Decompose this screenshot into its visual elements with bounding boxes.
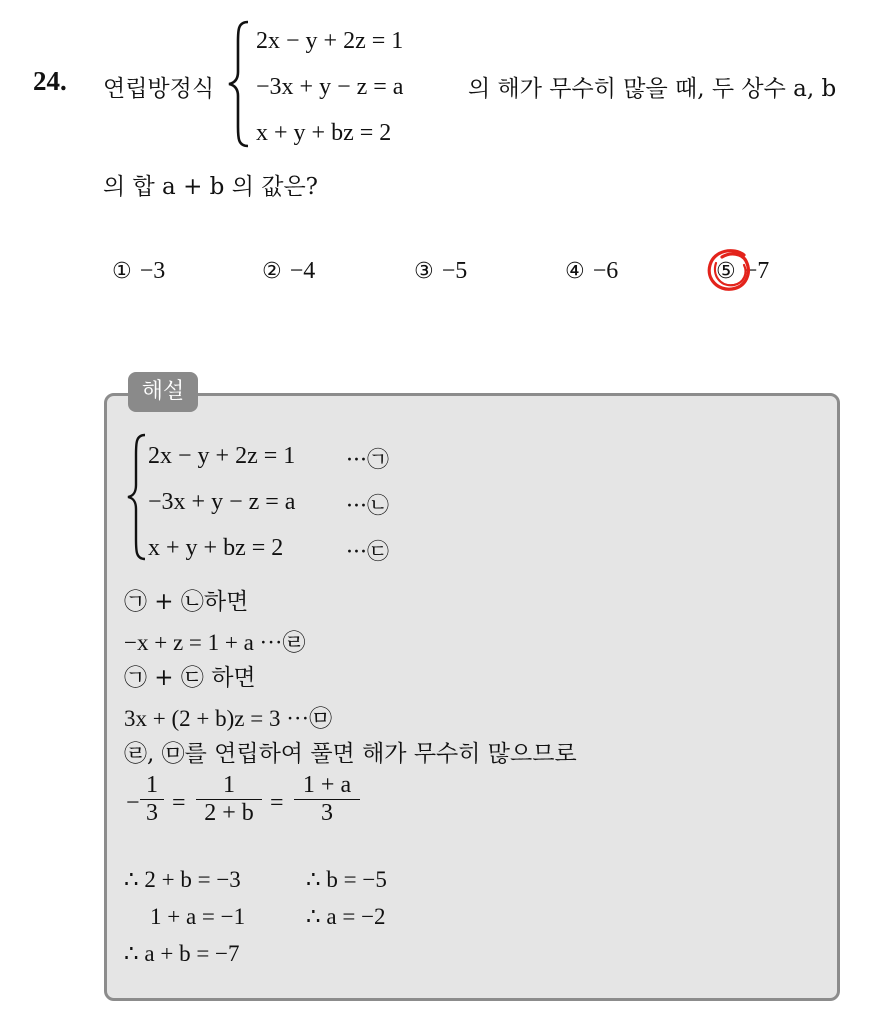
solution-step1-result: −x + z = 1 + a ···㉣ [124, 630, 306, 655]
solution-step2-result: 3x + (2 + b)z = 3 ···㉤ [124, 706, 333, 731]
choice-4[interactable] [565, 258, 618, 285]
ratio-fraction-2-numerator: 1 [223, 772, 235, 798]
ratio-fraction-3 [294, 772, 360, 827]
question-text-line1: 의 해가 무수히 많을 때, 두 상수 a, b [468, 76, 837, 102]
solution-final: ∴ a + b = −7 [124, 941, 240, 966]
ratio-fraction-3-denominator: 3 [321, 800, 333, 826]
question-equation-1: 2x − y + 2z = 1 [256, 28, 404, 54]
solution-tag-1: ···㉠ [346, 448, 389, 473]
ratio-equals-1: = [172, 790, 186, 816]
ratio-fraction-1 [140, 772, 164, 827]
choice-2-mark: ② [262, 259, 282, 284]
question-number: 24. [33, 66, 67, 96]
solution-tab: 해설 [128, 372, 198, 412]
ratio-equals-2: = [270, 790, 284, 816]
choice-4-mark: ④ [565, 259, 585, 284]
solution-line-a2: ∴ a = −2 [306, 904, 386, 929]
question-intro: 연립방정식 [103, 76, 215, 102]
solution-step3-text: ㉣, ㉤를 연립하여 풀면 해가 무수히 많으므로 [124, 741, 577, 767]
ratio-fraction-1-numerator: 1 [146, 772, 158, 798]
solution-step2-label: ㉠ + ㉢ 하면 [124, 665, 256, 691]
choice-4-value: −6 [592, 258, 619, 284]
choice-1[interactable] [112, 258, 165, 285]
choice-2[interactable] [262, 258, 315, 285]
solution-equation-2: −3x + y − z = a [148, 489, 296, 515]
solution-line-b2: ∴ b = −5 [306, 867, 387, 892]
answer-circle-icon [704, 247, 756, 297]
solution-tag-2: ···㉡ [346, 494, 389, 519]
choice-2-value: −4 [289, 258, 316, 284]
solution-equation-1: 2x − y + 2z = 1 [148, 443, 296, 469]
solution-equation-3: x + y + bz = 2 [148, 535, 284, 561]
ratio-fraction-2-denominator: 2 + b [204, 800, 254, 826]
question-text-line2: 의 합 a + b 의 값은? [103, 174, 318, 200]
solution-tag-3: ···㉢ [346, 540, 389, 565]
system-brace [226, 20, 252, 148]
choice-3-mark: ③ [414, 259, 434, 284]
choice-1-mark: ① [112, 259, 132, 284]
choice-5-mark: ⑤ [716, 259, 736, 284]
question-equation-2: −3x + y − z = a [256, 74, 404, 100]
ratio-fraction-2 [196, 772, 262, 827]
solution-step1-label: ㉠ + ㉡하면 [124, 589, 249, 615]
solution-system-brace [126, 433, 148, 561]
choice-3-value: −5 [441, 258, 468, 284]
choice-3[interactable] [414, 258, 467, 285]
choice-1-value: −3 [139, 258, 166, 284]
solution-line-a1: 1 + a = −1 [150, 904, 246, 929]
ratio-minus: − [126, 790, 140, 816]
question-equation-3: x + y + bz = 2 [256, 120, 392, 146]
choice-5-value: −7 [743, 258, 770, 284]
solution-line-b1: ∴ 2 + b = −3 [124, 867, 241, 892]
ratio-fraction-3-numerator: 1 + a [302, 772, 352, 798]
ratio-fraction-1-denominator: 3 [146, 800, 158, 826]
